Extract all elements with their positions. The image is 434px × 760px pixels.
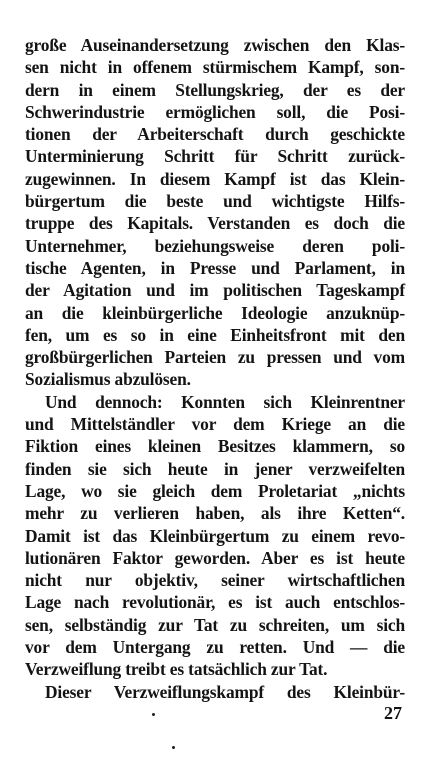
- text-line: und Mittelständler vor dem Kriege an die: [25, 414, 405, 435]
- text-line: tionen der Arbeiterschaft durch geschickte: [25, 124, 405, 145]
- text-line: Und dennoch: Konnten sich Kleinrentner: [45, 391, 405, 412]
- text-line: Lage nach revolutionär, es ist auch entschlos-: [25, 592, 405, 613]
- text-line: Schwerindustrie ermöglichen soll, die Posi-: [25, 101, 405, 122]
- print-speck: [152, 713, 155, 716]
- text-line: lutionären Faktor geworden. Aber es ist heute: [25, 547, 405, 568]
- text-line: Sozialismus abzulösen.: [25, 369, 191, 390]
- text-line: Dieser Verzweiflungskampf des Kleinbür-: [45, 681, 405, 702]
- text-line: tische Agenten, in Presse und Parlament, in: [25, 257, 405, 278]
- text-line: der Agitation und im politischen Tageskampf: [25, 280, 405, 301]
- text-line: truppe des Kapitals. Verstanden es doch die: [25, 213, 405, 234]
- text-line: dern in einem Stellungskrieg, der es der: [25, 79, 405, 100]
- text-line: vor dem Untergang zu retten. Und — die: [25, 637, 405, 658]
- text-line: finden sie sich heute in jener verzweifelten: [25, 458, 405, 479]
- text-line: Lage, wo sie gleich dem Proletariat „nichts: [25, 480, 405, 501]
- print-speck: [172, 746, 175, 749]
- text-line: zugewinnen. In diesem Kampf ist das Klein-: [25, 168, 405, 189]
- text-line: große Auseinandersetzung zwischen den Klas-: [25, 35, 405, 55]
- text-line: an die kleinbürgerliche Ideologie anzuknüp-: [25, 302, 405, 323]
- text-line: sen nicht in offenem stürmischem Kampf, son-: [25, 57, 405, 78]
- text-line: mehr zu verlieren haben, als ihre Ketten“.: [25, 503, 405, 524]
- body-text: [25, 34, 405, 703]
- text-line: nicht nur objektiv, seiner wirtschaftlichen: [25, 570, 405, 591]
- text-line: Damit ist das Kleinbürgertum zu einem revo-: [25, 525, 405, 546]
- text-line: fen, um es so in eine Einheitsfront mit den: [25, 324, 405, 345]
- text-line: Verzweiflung treibt es tatsächlich zur Tat.: [25, 659, 328, 680]
- text-line: Unterminierung Schritt für Schritt zurück-: [25, 146, 405, 167]
- text-line: großbürgerlichen Parteien zu pressen und vom: [25, 347, 405, 368]
- text-line: Unternehmer, beziehungsweise deren poli-: [25, 235, 405, 256]
- text-line: Fiktion eines kleinen Besitzes klammern, so: [25, 436, 405, 457]
- text-line: sen, selbständig zur Tat zu schreiten, um sich: [25, 614, 405, 635]
- text-line: bürgertum die beste und wichtigste Hilfs-: [25, 191, 405, 212]
- page-number: 27: [384, 703, 402, 723]
